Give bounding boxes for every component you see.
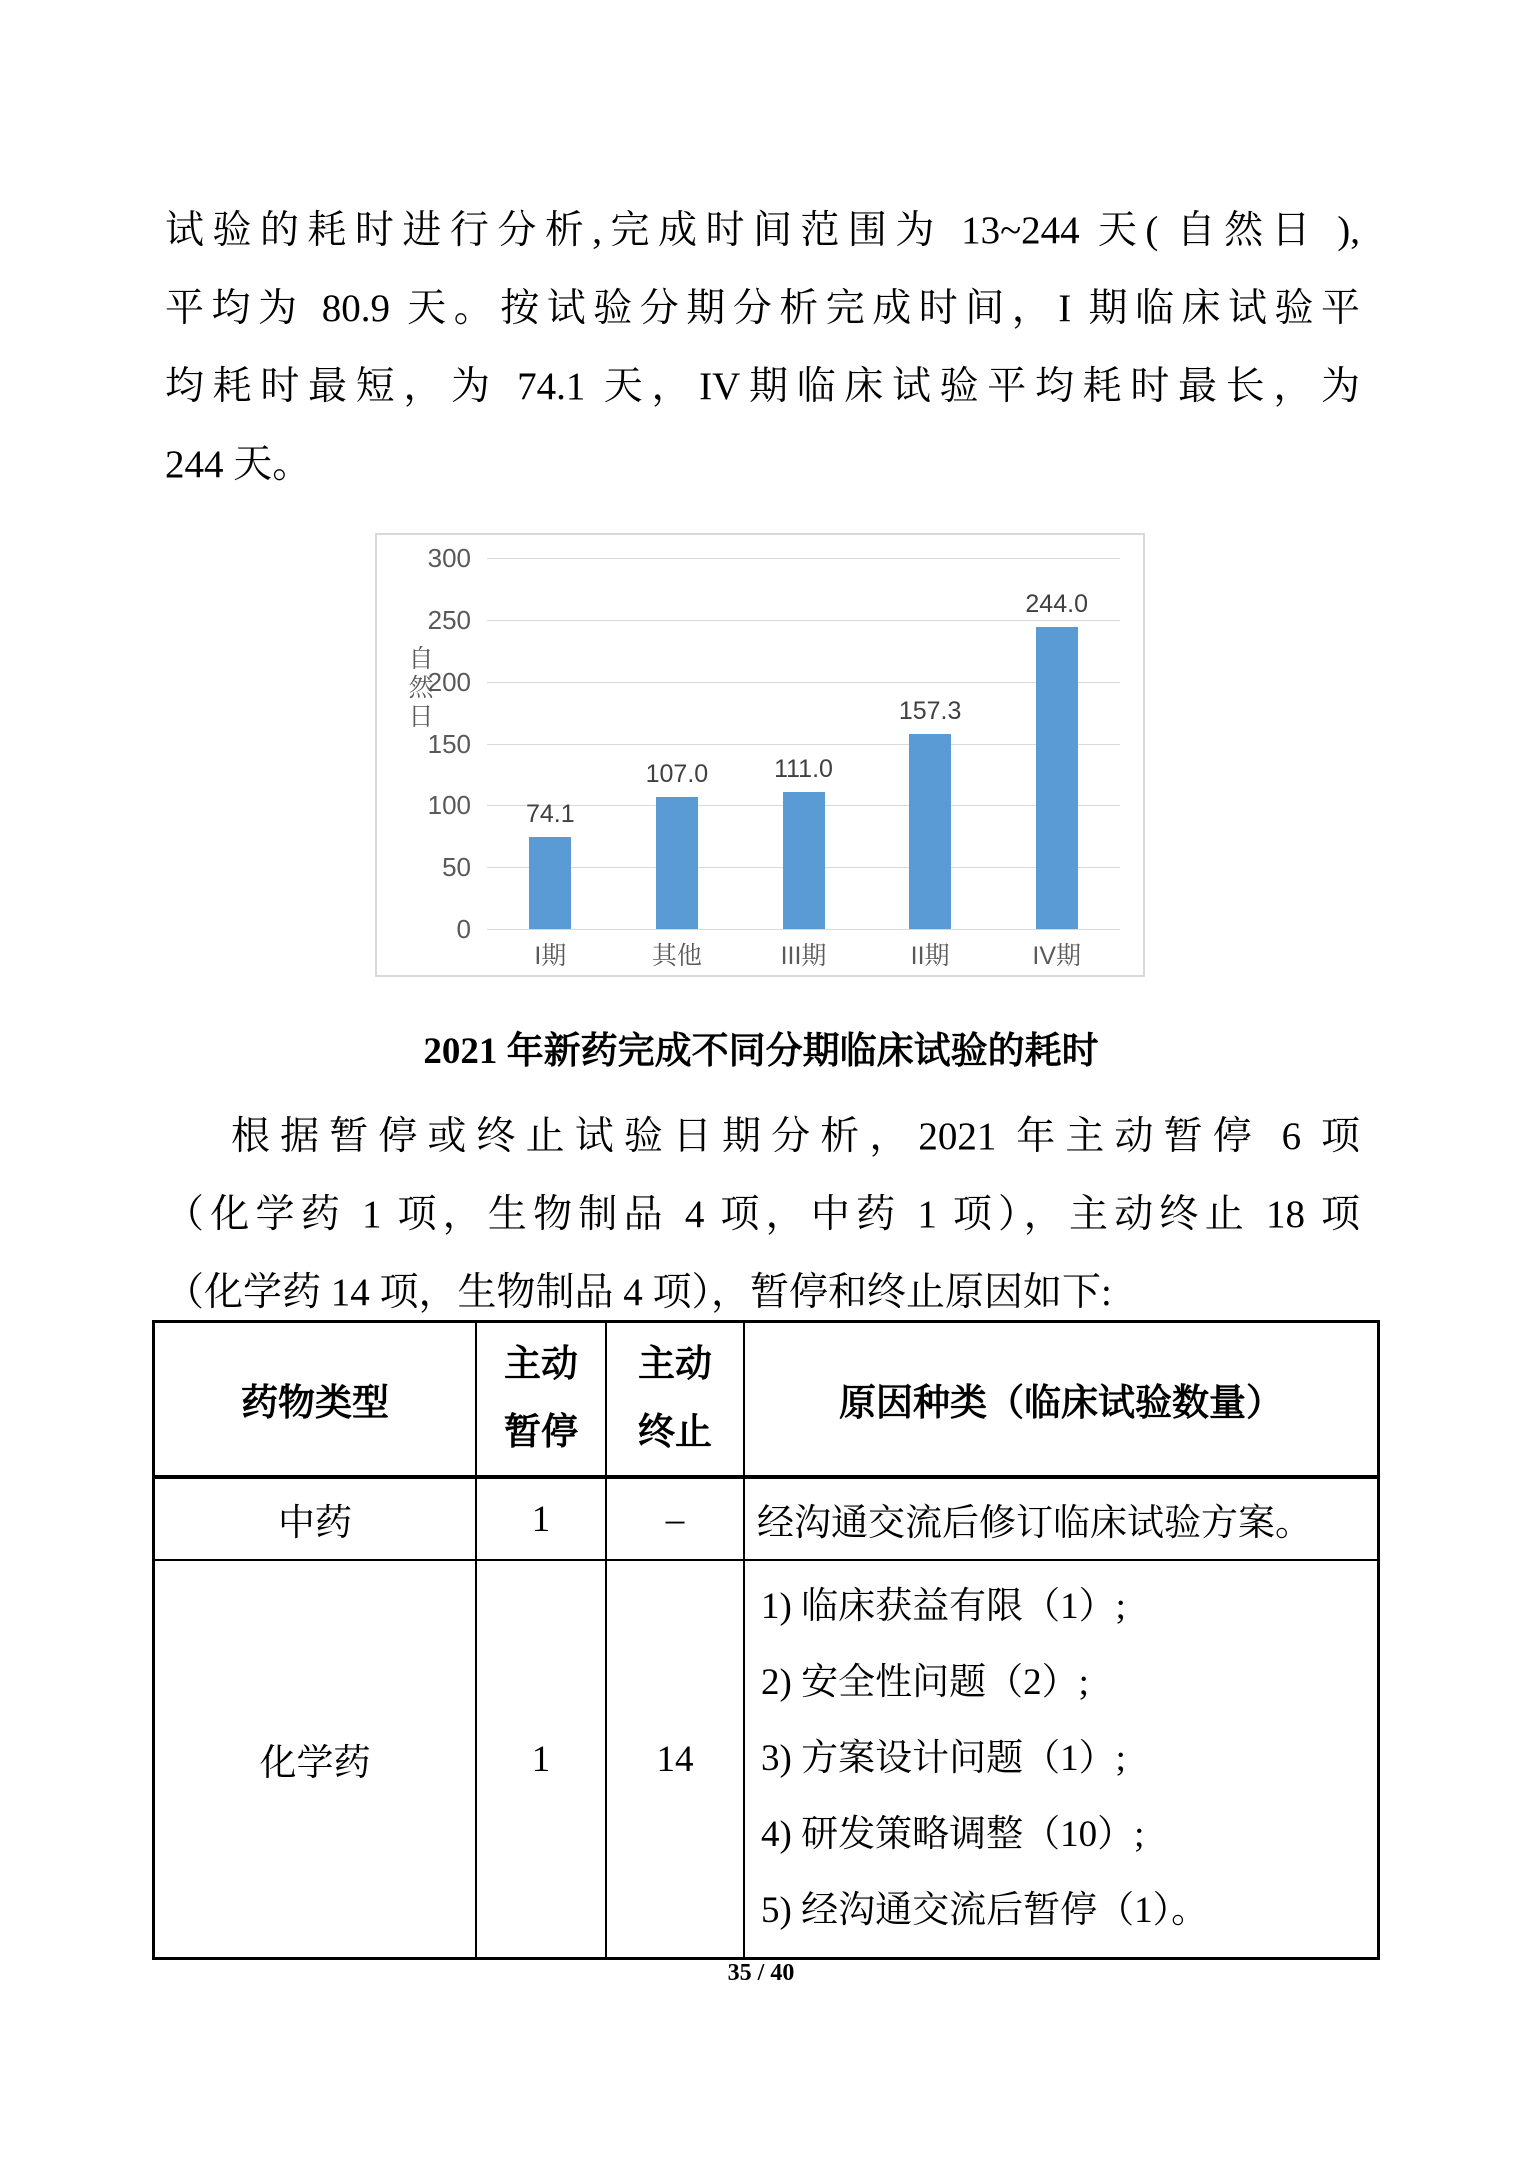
cell-reason [744, 1560, 1379, 1959]
cell-terminate-count: 14 [606, 1560, 744, 1959]
header-drug-type: 药物类型 [154, 1322, 477, 1478]
cell-reason: 经沟通交流后修订临床试验方案。 [744, 1477, 1379, 1560]
paragraph-line: 平均为 80.9 天。按试验分期分析完成时间，I 期临床试验平 [165, 287, 1360, 330]
bar-I期 [529, 837, 571, 929]
reason-list [745, 1561, 1377, 1957]
bar-value-label: 111.0 [774, 754, 833, 783]
paragraph-line: 试验的耗时进行分析,完成时间范围为 13~244 天( 自然日 ), [165, 209, 1360, 252]
paragraph-line: 均耗时最短，为 74.1 天，IV期临床试验平均耗时最长，为 [165, 365, 1360, 408]
y-axis-tick-label: 200 [427, 666, 471, 697]
bar-value-label: 107.0 [645, 759, 709, 788]
paragraph-line: （化学药 1 项，生物制品 4 项，中药 1 项），主动终止 18 项 [165, 1193, 1360, 1236]
gridline [487, 558, 1120, 559]
bar-III期 [783, 792, 825, 929]
bar-IV期 [1036, 627, 1078, 929]
paragraph-line: （化学药 14 项，生物制品 4 项），暂停和终止原因如下: [165, 1271, 1112, 1314]
x-axis-category-label: III期 [780, 942, 827, 970]
table-row [154, 1560, 1379, 1959]
cell-drug-type: 中药 [154, 1477, 477, 1560]
y-axis-tick-label: 100 [427, 790, 471, 821]
bar-II期 [909, 734, 951, 929]
bar-chart-trial-duration [375, 533, 1145, 977]
cell-pause-count: 1 [476, 1560, 606, 1959]
y-axis-tick-label: 300 [427, 543, 471, 573]
header-active-terminate-line1: 主动 [638, 1344, 712, 1385]
gridline [487, 744, 1120, 745]
cell-pause-count: 1 [476, 1477, 606, 1560]
header-active-pause-line1: 主动 [504, 1344, 578, 1385]
y-axis-tick-label: 250 [427, 604, 471, 635]
page-number: 35 / 40 [727, 1960, 795, 1986]
y-axis-tick-label: 50 [442, 852, 471, 883]
bar-value-label: 74.1 [525, 800, 575, 829]
reason-item: 3) 方案设计问题（1）; [761, 1738, 1126, 1779]
y-axis-title: 自然日 [405, 645, 433, 732]
paragraph-line: 244 天。 [165, 443, 312, 486]
paragraph-pause-terminate [165, 1098, 1360, 1332]
table-row [154, 1477, 1379, 1560]
header-active-terminate-line2: 终止 [638, 1412, 712, 1453]
x-axis-category-label: IV期 [1032, 942, 1081, 970]
y-axis-tick-label: 150 [427, 728, 471, 759]
pause-terminate-reason-table [152, 1320, 1380, 1960]
header-reason: 原因种类（临床试验数量） [744, 1322, 1379, 1478]
header-active-pause [476, 1322, 606, 1478]
header-active-pause-line2: 暂停 [504, 1412, 578, 1453]
y-axis-tick-label: 0 [456, 914, 471, 944]
paragraph-line: 根据暂停或终止试验日期分析，2021 年主动暂停 6 项 [231, 1115, 1360, 1158]
gridline [487, 929, 1120, 930]
gridline [487, 620, 1120, 621]
x-axis-category-label: I期 [534, 942, 567, 970]
table-header-row [154, 1322, 1379, 1478]
x-axis-category-label: 其他 [651, 942, 702, 970]
bar-value-label: 157.3 [898, 697, 962, 726]
reason-item: 1) 临床获益有限（1）; [761, 1586, 1126, 1627]
reason-item: 4) 研发策略调整（10）; [761, 1814, 1145, 1855]
reason-item: 2) 安全性问题（2）; [761, 1662, 1089, 1703]
header-active-terminate [606, 1322, 744, 1478]
paragraph-trial-duration [165, 192, 1360, 504]
cell-drug-type: 化学药 [154, 1560, 477, 1959]
gridline [487, 682, 1120, 683]
cell-terminate-count: – [606, 1477, 744, 1560]
chart-caption: 2021 年新药完成不同分期临床试验的耗时 [423, 1031, 1099, 1072]
bar-其他 [656, 797, 698, 929]
x-axis-category-label: II期 [910, 942, 950, 970]
reason-item: 5) 经沟通交流后暂停（1）。 [761, 1890, 1209, 1931]
bar-value-label: 244.0 [1025, 590, 1088, 619]
